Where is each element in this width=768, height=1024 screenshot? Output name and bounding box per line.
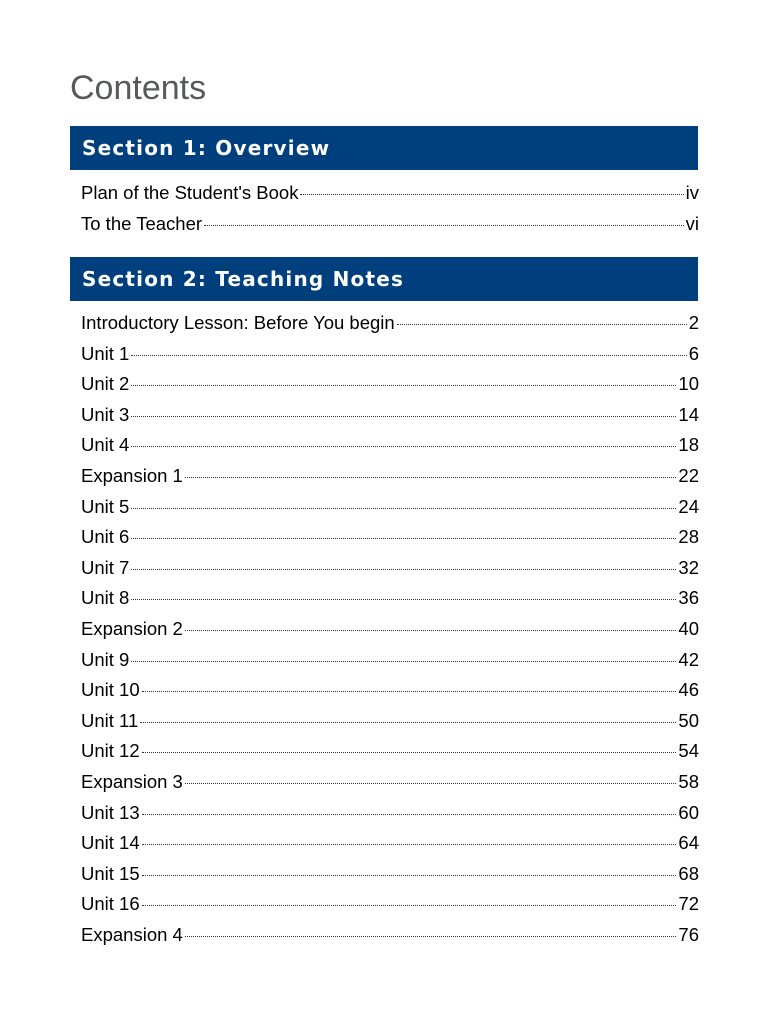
toc-entry[interactable] [81,889,699,920]
toc-page-number: 10 [678,373,699,395]
dot-leader [204,225,684,226]
dot-leader [142,844,677,845]
toc-entry[interactable] [81,178,699,209]
dot-leader [185,477,677,478]
section-heading-overview [70,126,698,170]
toc-entry[interactable] [81,308,699,339]
dot-leader [397,324,687,325]
toc-entry-label: Unit 6 [81,526,130,548]
dot-leader [131,416,676,417]
toc-page-number: 24 [678,495,699,517]
toc-page-number: 22 [678,464,699,486]
toc-page-number: 18 [678,434,699,456]
dot-leader [131,661,676,662]
toc-entry-label: Unit 11 [81,709,139,731]
toc-entry[interactable] [81,645,699,676]
toc-entry[interactable] [81,767,699,798]
toc-page-number: 58 [678,770,699,792]
toc-entry-label: Introductory Lesson: Before You begin [81,312,395,333]
dot-leader [185,630,677,631]
toc-page-number: 76 [678,923,699,945]
dot-leader [131,385,676,386]
toc-page-number: 50 [678,709,699,731]
toc-entry-label: Unit 1 [81,342,130,364]
toc-list-teaching-notes [81,308,699,950]
toc-page-number: 54 [678,740,699,762]
toc-entry-label: Unit 5 [81,495,130,517]
toc-entry-label: Unit 15 [81,862,140,884]
toc-page-number: 60 [678,801,699,823]
dot-leader [142,752,677,753]
toc-page-number: 32 [678,556,699,578]
toc-page-number: 28 [678,526,699,548]
toc-entry-label: Plan of the Student's Book [81,182,299,203]
toc-entry[interactable] [81,828,699,859]
section-heading-label: Section 1: Overview [82,136,331,160]
dot-leader [131,538,676,539]
toc-entry-label: Unit 10 [81,679,140,701]
toc-entry-label: Expansion 4 [81,923,183,945]
dot-leader [142,905,677,906]
toc-entry[interactable] [81,675,699,706]
toc-entry[interactable] [81,430,699,461]
toc-entry-label: Unit 2 [81,373,130,395]
toc-entry-label: To the Teacher [81,212,203,234]
toc-entry-label: Unit 14 [81,832,140,854]
page-title: Contents [70,69,207,107]
toc-page-number: 46 [678,679,699,701]
section-heading-teaching-notes [70,257,698,301]
dot-leader [131,355,686,356]
dot-leader [185,783,677,784]
dot-leader [300,194,683,195]
toc-entry-label: Unit 7 [81,556,130,578]
toc-entry[interactable] [81,522,699,553]
toc-page-number: iv [685,182,699,203]
dot-leader [131,569,676,570]
toc-entry[interactable] [81,859,699,890]
toc-entry[interactable] [81,369,699,400]
dot-leader [131,446,676,447]
toc-entry[interactable] [81,614,699,645]
toc-entry[interactable] [81,339,699,370]
toc-page-number: 64 [678,832,699,854]
dot-leader [131,599,676,600]
toc-page-number: 36 [678,587,699,609]
toc-page-number: 72 [678,893,699,915]
toc-entry-label: Expansion 3 [81,770,183,792]
toc-entry[interactable] [81,736,699,767]
toc-list-overview [81,178,699,239]
dot-leader [131,508,676,509]
dot-leader [142,814,677,815]
toc-entry[interactable] [81,209,699,240]
toc-page-number: 42 [678,648,699,670]
toc-entry[interactable] [81,553,699,584]
toc-entry[interactable] [81,706,699,737]
toc-entry-label: Unit 4 [81,434,130,456]
toc-entry-label: Unit 9 [81,648,130,670]
dot-leader [140,722,676,723]
toc-entry[interactable] [81,461,699,492]
toc-entry-label: Unit 16 [81,893,140,915]
toc-page-number: 2 [688,312,699,333]
toc-page-number: 6 [688,342,699,364]
toc-entry[interactable] [81,492,699,523]
dot-leader [142,691,677,692]
section-heading-label: Section 2: Teaching Notes [82,267,405,291]
toc-entry-label: Unit 3 [81,403,130,425]
toc-page-number: 68 [678,862,699,884]
toc-entry-label: Unit 12 [81,740,140,762]
toc-entry[interactable] [81,583,699,614]
toc-page-number: 40 [678,617,699,639]
toc-page-number: vi [685,212,699,234]
toc-entry-label: Expansion 2 [81,617,183,639]
toc-entry-label: Unit 8 [81,587,130,609]
toc-entry[interactable] [81,798,699,829]
dot-leader [142,875,677,876]
toc-page-number: 14 [678,403,699,425]
toc-entry[interactable] [81,920,699,951]
toc-entry[interactable] [81,400,699,431]
toc-entry-label: Expansion 1 [81,464,183,486]
dot-leader [185,936,677,937]
toc-entry-label: Unit 13 [81,801,140,823]
